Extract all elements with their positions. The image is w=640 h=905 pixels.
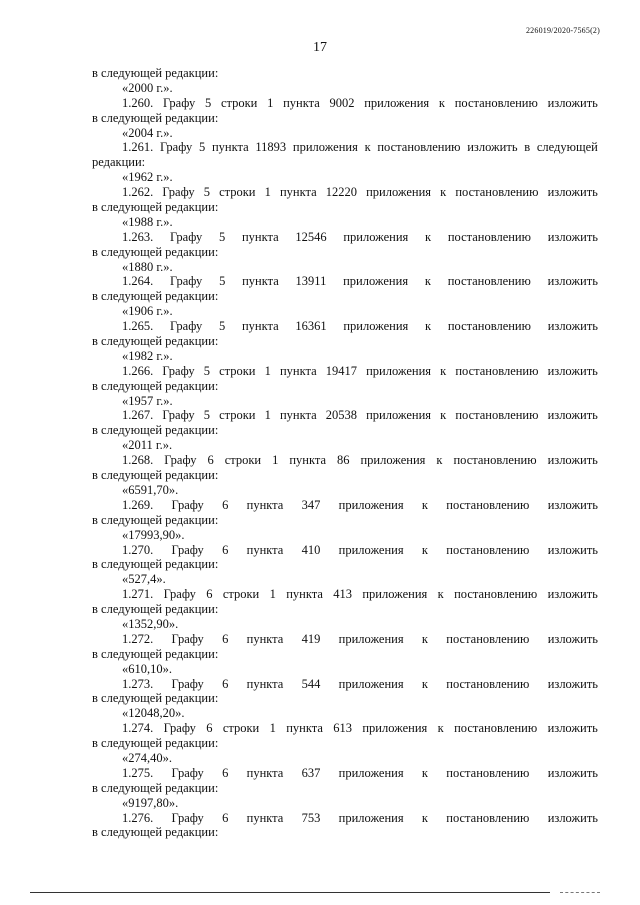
item-word: изложить (547, 810, 598, 825)
new-value-line: «2000 г.». (122, 80, 173, 95)
item-word: Графу (170, 274, 203, 289)
continuation-line: в следующей редакции: (92, 423, 219, 438)
new-value-line: «1988 г.». (122, 214, 173, 229)
item-word: пункта (279, 363, 317, 378)
new-value-line: «274,40». (122, 750, 172, 765)
continuation-line: в следующей редакции: (92, 736, 219, 751)
new-value-line: «9197,80». (122, 795, 179, 810)
item-number: 1.272. (122, 631, 154, 646)
continuation-line: в следующей редакции: (92, 691, 219, 706)
item-word: к (438, 95, 445, 110)
item-word: Графу (164, 453, 197, 468)
item-word: 613 (333, 721, 352, 736)
item-word: к (421, 497, 428, 512)
item-word: изложить (547, 721, 598, 736)
item-number: 1.276. (122, 810, 154, 825)
item-word: приложения (366, 185, 432, 200)
item-word: приложения (343, 319, 409, 334)
item-word: 13911 (295, 274, 327, 289)
item-word: Графу (162, 408, 195, 423)
item-number: 1.260. (122, 95, 154, 110)
item-word: 544 (301, 676, 321, 691)
item-word: 6 (222, 765, 229, 780)
item-word: 5 (204, 95, 212, 110)
item-word: изложить (467, 140, 518, 155)
item-word: приложения (343, 229, 409, 244)
item-word: 12220 (325, 185, 357, 200)
item-word: к (436, 453, 443, 468)
item-word: Графу (169, 319, 203, 334)
item-word: пункта (279, 185, 317, 200)
item-word: 5 (219, 274, 226, 289)
item-word: 12546 (295, 229, 327, 244)
new-value-line: «2004 г.». (122, 125, 173, 140)
item-word: 1 (264, 363, 271, 378)
item-word: постановлению (446, 497, 530, 512)
amendment-item-line (92, 632, 598, 647)
item-word: 1 (269, 721, 276, 736)
item-word: постановлению (446, 810, 530, 825)
item-word: 6 (207, 453, 214, 468)
amendment-item-line (92, 811, 598, 826)
amendment-item-line (92, 140, 598, 155)
new-value-line: «1982 г.». (122, 348, 173, 363)
item-word: 1 (267, 95, 274, 110)
item-word: приложения (338, 631, 404, 646)
item-word: пункта (289, 453, 327, 468)
item-word: приложения (338, 765, 404, 780)
item-word: 6 (222, 676, 229, 691)
continuation-line: в следующей редакции: (92, 780, 219, 795)
continuation-line: в следующей редакции: (92, 244, 219, 259)
item-word: к (364, 140, 371, 155)
item-word: 5 (218, 319, 226, 334)
new-value-line: «1352,90». (122, 616, 179, 631)
item-word: строки (224, 453, 262, 468)
item-word: Графу (162, 185, 195, 200)
continuation-line: в следующей редакции: (92, 110, 219, 125)
item-word: изложить (547, 542, 598, 557)
item-word: 6 (222, 497, 229, 512)
item-word: 20538 (325, 408, 357, 423)
item-word: к (440, 363, 447, 378)
item-word: изложить (547, 185, 598, 200)
item-word: 1 (269, 587, 276, 602)
item-word: 6 (206, 721, 213, 736)
item-word: приложения (362, 721, 428, 736)
item-word: пункта (246, 810, 284, 825)
item-word: пункта (286, 587, 323, 602)
item-word: изложить (547, 408, 598, 423)
item-word: Графу (171, 542, 204, 557)
item-number: 1.267. (122, 408, 154, 423)
item-word: к (421, 631, 428, 646)
new-value-line: «1962 г.». (122, 170, 173, 185)
item-word: 11893 (255, 140, 287, 155)
item-word: строки (220, 95, 258, 110)
item-word: Графу (171, 631, 204, 646)
item-word: 86 (336, 453, 350, 468)
item-word: 9002 (329, 95, 355, 110)
item-word: строки (219, 363, 256, 378)
item-word: 5 (203, 408, 210, 423)
item-word: приложения (338, 497, 404, 512)
item-word: Графу (169, 229, 203, 244)
item-word: 419 (301, 631, 321, 646)
item-word: изложить (547, 497, 598, 512)
item-word: 6 (222, 810, 229, 825)
item-word: 16361 (295, 319, 327, 334)
item-word: постановлению (447, 229, 531, 244)
document-number: 226019/2020-7565(2) (525, 26, 600, 35)
item-word: Графу (163, 587, 196, 602)
item-word: пункта (279, 408, 317, 423)
amendment-item-line (92, 408, 598, 423)
item-word: приложения (292, 140, 358, 155)
item-word: к (440, 408, 447, 423)
new-value-line: «1906 г.». (122, 304, 173, 319)
item-word: 5 (218, 229, 226, 244)
item-word: пункта (246, 631, 284, 646)
item-word: изложить (547, 587, 598, 602)
item-word: 5 (203, 363, 210, 378)
continuation-line: в следующей редакции: (92, 378, 219, 393)
item-word: пункта (242, 274, 279, 289)
item-number: 1.266. (122, 363, 154, 378)
item-word: постановлению (455, 185, 539, 200)
item-number: 1.274. (122, 721, 154, 736)
item-word: пункта (286, 721, 323, 736)
item-word: постановлению (446, 676, 530, 691)
amendment-item-line (92, 96, 598, 111)
item-word: к (437, 721, 444, 736)
item-word: 410 (301, 542, 321, 557)
item-word: следующей (536, 140, 598, 155)
item-word: изложить (547, 765, 598, 780)
item-word: 19417 (325, 363, 357, 378)
bottom-divider-tail (560, 892, 600, 893)
item-word: 413 (333, 587, 352, 602)
item-word: приложения (366, 363, 432, 378)
item-word: изложить (547, 319, 598, 334)
amendment-item-line (92, 230, 598, 245)
item-word: 6 (222, 542, 229, 557)
item-word: Графу (162, 95, 196, 110)
amendment-item-line (92, 274, 598, 289)
item-word: 5 (203, 185, 210, 200)
item-word: 637 (301, 765, 321, 780)
item-word: в (524, 140, 531, 155)
item-word: изложить (547, 453, 598, 468)
amendment-item-line (92, 766, 598, 781)
item-word: 347 (301, 497, 321, 512)
item-word: приложения (362, 587, 428, 602)
new-value-line: «2011 г.». (122, 438, 173, 453)
item-word: постановлению (446, 631, 530, 646)
continuation-line: в следующей редакции: (92, 289, 219, 304)
item-word: пункта (241, 319, 279, 334)
document-body (92, 66, 598, 840)
item-word: к (421, 676, 428, 691)
item-word: изложить (547, 676, 598, 691)
item-word: изложить (547, 95, 598, 110)
item-word: Графу (162, 363, 195, 378)
new-value-line: «12048,20». (122, 706, 185, 721)
item-word: строки (219, 408, 256, 423)
item-word: изложить (547, 631, 598, 646)
item-word: Графу (171, 765, 204, 780)
item-word: 753 (301, 810, 321, 825)
item-word: приложения (338, 676, 404, 691)
item-word: 5 (198, 140, 206, 155)
new-value-line: «17993,90». (122, 527, 185, 542)
item-word: пункта (246, 497, 284, 512)
item-word: постановлению (455, 363, 539, 378)
item-word: постановлению (447, 319, 531, 334)
item-word: приложения (364, 95, 430, 110)
item-word: пункта (283, 95, 320, 110)
item-word: к (424, 274, 431, 289)
new-value-line: «1957 г.». (122, 393, 173, 408)
continuation-line: в следующей редакции: (92, 334, 219, 349)
item-number: 1.262. (122, 185, 154, 200)
amendment-item-line (92, 543, 598, 558)
item-word: постановлению (446, 765, 530, 780)
new-value-line: «610,10». (122, 661, 172, 676)
item-word: пункта (211, 140, 249, 155)
item-word: к (421, 765, 428, 780)
amendment-item-line (92, 364, 598, 379)
page-number: 17 (313, 40, 327, 55)
item-word: Графу (163, 721, 196, 736)
item-word: постановлению (447, 274, 531, 289)
item-number: 1.264. (122, 274, 154, 289)
item-word: к (425, 319, 432, 334)
item-word: постановлению (454, 587, 538, 602)
item-word: строки (219, 185, 256, 200)
item-word: к (421, 542, 428, 557)
amendment-item-line (92, 587, 598, 602)
item-number: 1.271. (122, 587, 154, 602)
continuation-line: редакции: (92, 155, 146, 170)
item-number: 1.269. (122, 497, 154, 512)
continuation-line: в следующей редакции: (92, 512, 219, 527)
item-word: Графу (171, 810, 204, 825)
continuation-line: в следующей редакции: (92, 200, 219, 215)
amendment-item-line (92, 185, 598, 200)
item-word: Графу (171, 676, 204, 691)
item-word: приложения (360, 453, 426, 468)
new-value-line: «527,4». (122, 572, 166, 587)
item-number: 1.268. (122, 453, 154, 468)
continuation-line: в следующей редакции: (92, 646, 219, 661)
item-number: 1.275. (122, 765, 154, 780)
item-word: к (421, 810, 428, 825)
item-word: пункта (246, 542, 284, 557)
continuation-line: в следующей редакции: (92, 602, 219, 617)
item-word: приложения (338, 542, 404, 557)
item-word: приложения (366, 408, 432, 423)
continuation-line: в следующей редакции: (92, 66, 219, 80)
new-value-line: «6591,70». (122, 482, 179, 497)
item-word: постановлению (455, 408, 539, 423)
bottom-divider (30, 892, 550, 893)
item-word: Графу (171, 497, 204, 512)
item-number: 1.273. (122, 676, 154, 691)
item-word: пункта (246, 765, 284, 780)
item-word: приложения (343, 274, 409, 289)
item-word: изложить (547, 274, 598, 289)
item-word: пункта (241, 229, 279, 244)
item-word: строки (222, 721, 260, 736)
amendment-item-line (92, 319, 598, 334)
item-word: к (437, 587, 444, 602)
item-word: Графу (159, 140, 193, 155)
item-number: 1.265. (122, 319, 154, 334)
amendment-item-line (92, 498, 598, 513)
item-number: 1.270. (122, 542, 154, 557)
item-word: 6 (206, 587, 213, 602)
item-number: 1.261. (122, 140, 154, 155)
amendment-item-line (92, 453, 598, 468)
item-word: 1 (264, 408, 271, 423)
item-word: 6 (222, 631, 229, 646)
item-word: к (425, 229, 432, 244)
item-word: к (440, 185, 447, 200)
item-word: изложить (547, 229, 598, 244)
item-word: постановлению (454, 721, 538, 736)
item-word: постановлению (377, 140, 461, 155)
item-word: постановлению (446, 542, 530, 557)
item-word: приложения (338, 810, 404, 825)
item-word: пункта (246, 676, 284, 691)
amendment-item-line (92, 721, 598, 736)
item-word: постановлению (454, 95, 538, 110)
item-word: постановлению (453, 453, 537, 468)
item-word: строки (222, 587, 260, 602)
item-word: 1 (264, 185, 271, 200)
item-number: 1.263. (122, 229, 154, 244)
item-word: изложить (547, 363, 598, 378)
amendment-item-line (92, 677, 598, 692)
new-value-line: «1880 г.». (122, 259, 173, 274)
item-word: 1 (272, 453, 279, 468)
continuation-line: в следующей редакции: (92, 825, 219, 840)
continuation-line: в следующей редакции: (92, 557, 219, 572)
continuation-line: в следующей редакции: (92, 468, 219, 483)
